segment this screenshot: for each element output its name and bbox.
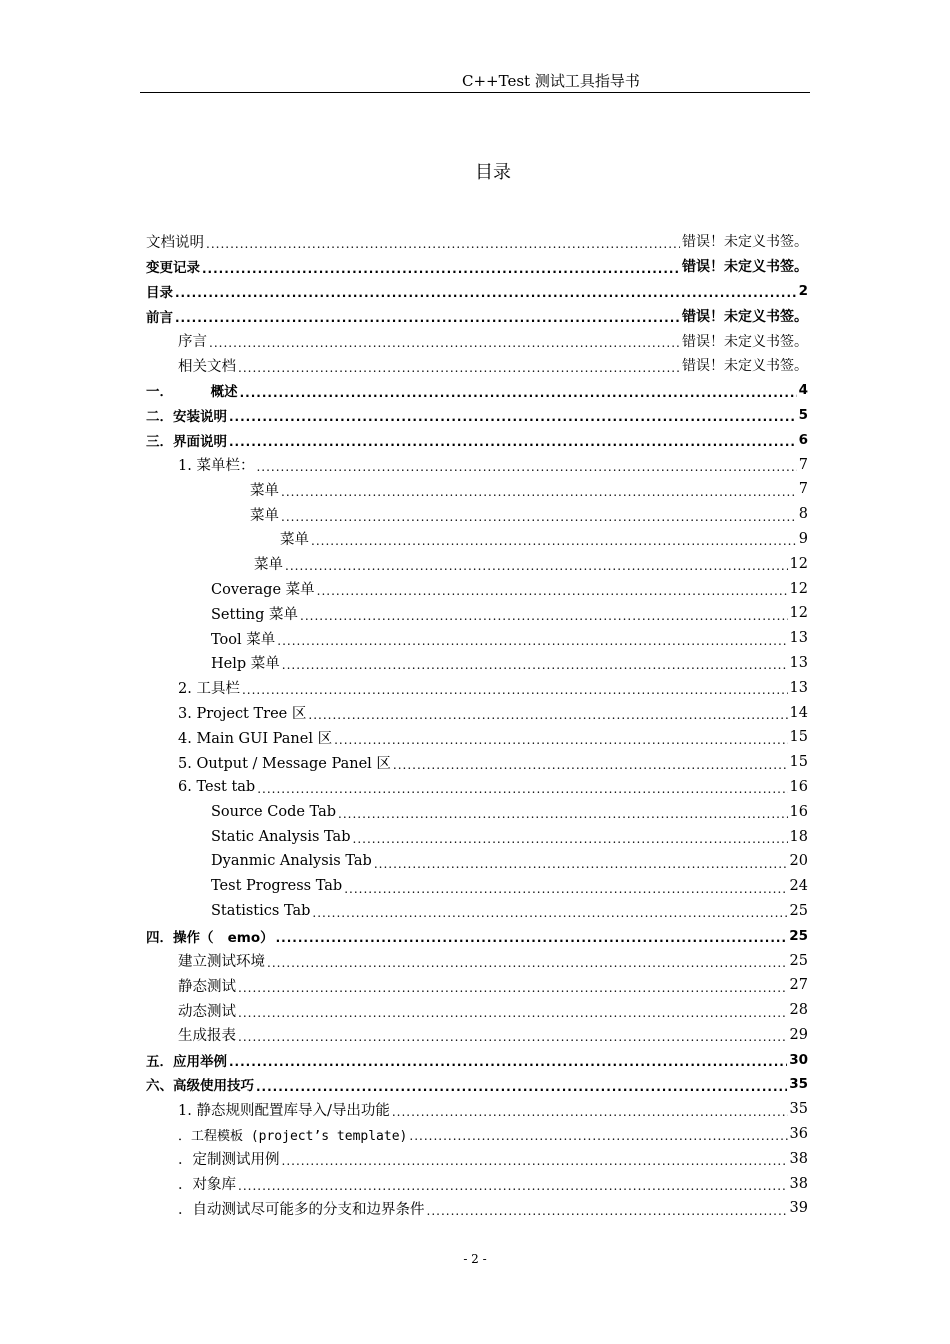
toc-entry-menubar[interactable]: 1. 菜单栏： ..... 7 (146, 452, 808, 477)
toc-entry-output-message-panel[interactable]: 5. Output / Message Panel 区 ..... 15 (146, 750, 808, 775)
toc-entry-static-analysis-tab[interactable]: Static Analysis Tab ..... 18 (146, 824, 808, 849)
toc-entry-installation[interactable]: 二．安装说明 ..... 5 (146, 403, 808, 428)
page-number: - 2 - (463, 1252, 487, 1266)
toc-entry-change-log[interactable]: 变更记录 ..... 错误！未定义书签。 (146, 254, 808, 279)
toc-entry-setting-menu[interactable]: Setting 菜单 ..... 12 (146, 601, 808, 626)
toc-entry-object-library[interactable]: ．对象库 ..... 38 (146, 1171, 808, 1196)
toc-entry-rule-import-export[interactable]: 1. 静态规则配置库导入/导出功能 ..... 35 (146, 1097, 808, 1122)
toc-entry-statistics-tab[interactable]: Statistics Tab ..... 25 (146, 899, 808, 924)
toc-entry-main-gui-panel[interactable]: 4. Main GUI Panel 区 ..... 15 (146, 725, 808, 750)
toc-entry-preface[interactable]: 序言 ..... 错误！未定义书签。 (146, 328, 808, 353)
toc-entry-interface[interactable]: 三．界面说明 ..... 6 (146, 427, 808, 452)
toc-entry-custom-test-cases[interactable]: ．定制测试用例 ..... 38 (146, 1146, 808, 1171)
toc-entry-dynamic-test[interactable]: 动态测试 ..... 28 (146, 998, 808, 1023)
table-of-contents (146, 229, 808, 1221)
toc-title: 目录 (475, 162, 511, 183)
page-header (140, 66, 810, 93)
toc-entry-menu-3[interactable]: 菜单 ..... 9 (146, 527, 808, 552)
toc-entry-coverage-menu[interactable]: Coverage 菜单 ..... 12 (146, 576, 808, 601)
toc-entry-related-docs[interactable]: 相关文档 ..... 错误！未定义书签。 (146, 353, 808, 378)
toc-entry-foreword[interactable]: 前言 ..... 错误！未定义书签。 (146, 303, 808, 328)
toc-entry-menu-2[interactable]: 菜单 ..... 8 (146, 502, 808, 527)
toc-entry-menu-1[interactable]: 菜单 ..... 7 (146, 477, 808, 502)
toc-entry-examples[interactable]: 五．应用举例 ..... 30 (146, 1047, 808, 1072)
toc-entry-dynamic-analysis-tab[interactable]: Dyanmic Analysis Tab ..... 20 (146, 849, 808, 874)
toc-entry-operation-demo[interactable]: 四．操作（ emo） ..... 25 (146, 923, 808, 948)
toc-entry-static-test[interactable]: 静态测试 ..... 27 (146, 973, 808, 998)
toc-entry-contents[interactable]: 目录 ..... 2 (146, 279, 808, 304)
toc-entry-project-tree[interactable]: 3. Project Tree 区 ..... 14 (146, 700, 808, 725)
toc-entry-advanced-tips[interactable]: 六、高级使用技巧 ..... 35 (146, 1072, 808, 1097)
toc-entry-source-code-tab[interactable]: Source Code Tab ..... 16 (146, 799, 808, 824)
toc-entry-tool-menu[interactable]: Tool 菜单 ..... 13 (146, 626, 808, 651)
toc-entry-menu-4[interactable]: 菜单 ..... 12 (146, 551, 808, 576)
header-title: C++Test 测试工具指导书 (462, 72, 640, 90)
toc-entry-help-menu[interactable]: Help 菜单 ..... 13 (146, 651, 808, 676)
toc-entry-project-template[interactable]: ．工程模板 (project’s template) ..... 36 (146, 1122, 808, 1147)
toc-entry-overview[interactable]: 一． 概述 ..... 4 (146, 378, 808, 403)
toc-entry-generate-report[interactable]: 生成报表 ..... 29 (146, 1023, 808, 1048)
toc-entry-toolbar[interactable]: 2. 工具栏 ..... 13 (146, 675, 808, 700)
toc-entry-setup-test-env[interactable]: 建立测试环境 ..... 25 (146, 948, 808, 973)
toc-entry-doc-description[interactable]: 文档说明 ..... 错误！未定义书签。 (146, 229, 808, 254)
toc-entry-test-progress-tab[interactable]: Test Progress Tab ..... 24 (146, 874, 808, 899)
toc-entry-test-tab[interactable]: 6. Test tab ..... 16 (146, 775, 808, 800)
toc-entry-auto-branch-boundary[interactable]: ．自动测试尽可能多的分支和边界条件 ..... 39 (146, 1196, 808, 1221)
